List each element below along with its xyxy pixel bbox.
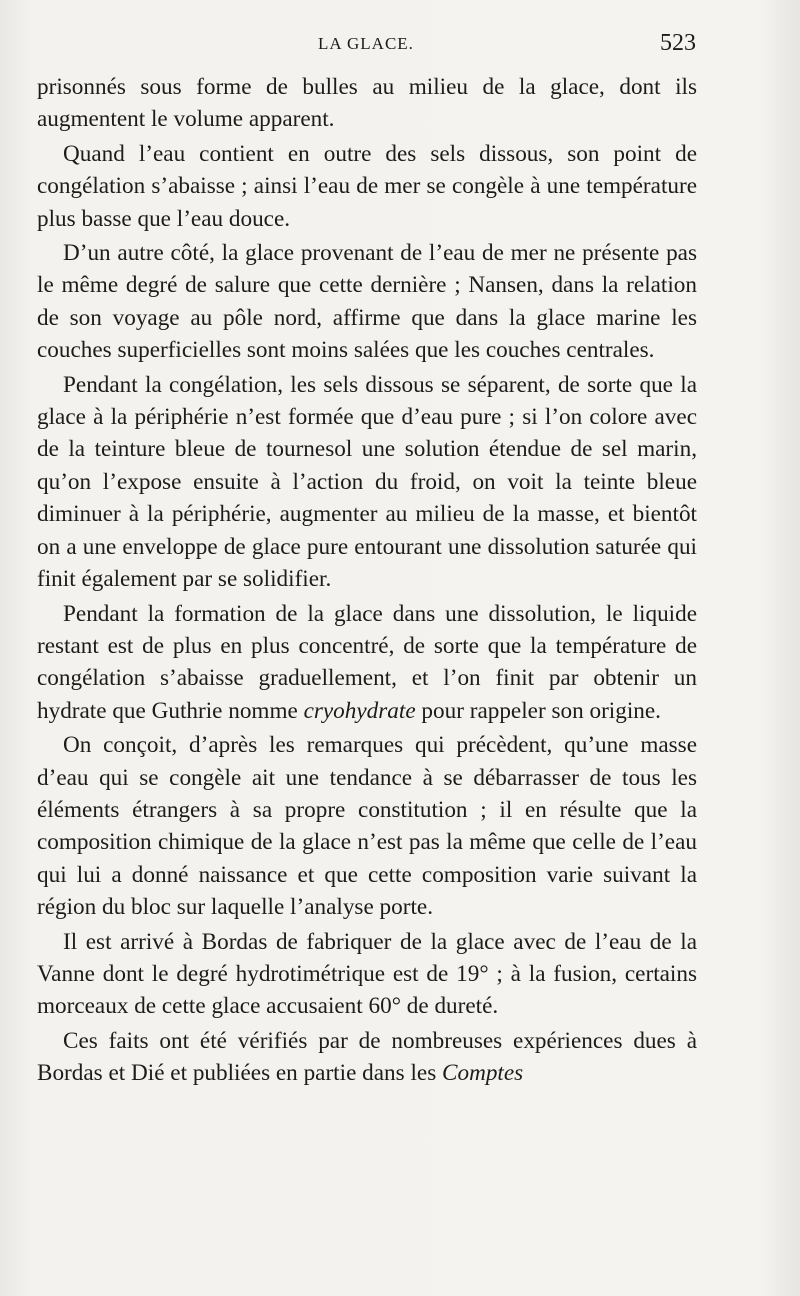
paragraph [37, 598, 697, 728]
paragraph-text: pour rappeler son origine. [415, 697, 661, 724]
paragraph: On conçoit, d’après les remarques qui précèdent, qu’une masse d’eau qui se congèle ait une tendance à se débarrasser de tous les éléments étrangers à sa propre constitution ; il en résulte que la composition chimique de la glace n’est pas la même que celle de l’eau qui lui a donné naissance et que cette composition varie suivant la région du bloc sur laquelle l’analyse porte. [37, 732, 697, 921]
paragraph [37, 1025, 697, 1090]
italic-term: Comptes [442, 1060, 524, 1087]
italic-term: cryohydrate [303, 697, 416, 724]
paragraph: Il est arrivé à Bordas de fabriquer de la glace avec de l’eau de la Vanne dont le degré hydrotimétrique est de 19° ; à la fusion, certains morceaux de cette glace accusaient 60° de dureté. [37, 928, 697, 1020]
running-title: LA GLACE. [318, 34, 414, 53]
paragraph: Pendant la congélation, les sels dissous se séparent, de sorte que la glace à la périphérie n’est formée que d’eau pure ; si l’on colore avec de la teinture bleue de tournesol une solution étendue de sel marin, qu’on l’expose ensuite à l’action du froid, on voit la teinte bleue diminuer à la périphérie, augmenter au milieu de la masse, et bientôt on a une enveloppe de glace pure entourant une dissolution saturée qui finit également par se solidifier. [37, 371, 697, 593]
paragraph-continuation: prisonnés sous forme de bulles au milieu de la glace, dont ils augmentent le volume apparent. [37, 74, 697, 133]
paragraph: D’un autre côté, la glace provenant de l’eau de mer ne présente pas le même degré de salure que cette dernière ; Nansen, dans la relation de son voyage au pôle nord, affirme que dans la glace marine les couches superficielles sont moins salées que les couches centrales. [37, 240, 697, 364]
body-text [37, 71, 697, 1090]
page-number: 523 [660, 30, 696, 56]
paragraph-text: Ces faits ont été vérifiés par de nombreuses expériences dues à Bordas et Dié et publiées en partie dans les [37, 1027, 697, 1087]
paragraph-text: Pendant la formation de la glace dans une dissolution, le liquide restant est de plus en plus concentré, de sorte que la température de congélation s’abaisse graduellement, et l’on finit par obtenir un hydrate que Guthrie nomme [37, 600, 697, 724]
page-header [36, 30, 696, 62]
paragraph: Quand l’eau contient en outre des sels dissous, son point de congélation s’abaisse ; ainsi l’eau de mer se congèle à une température plus basse que l’eau douce. [37, 140, 697, 232]
